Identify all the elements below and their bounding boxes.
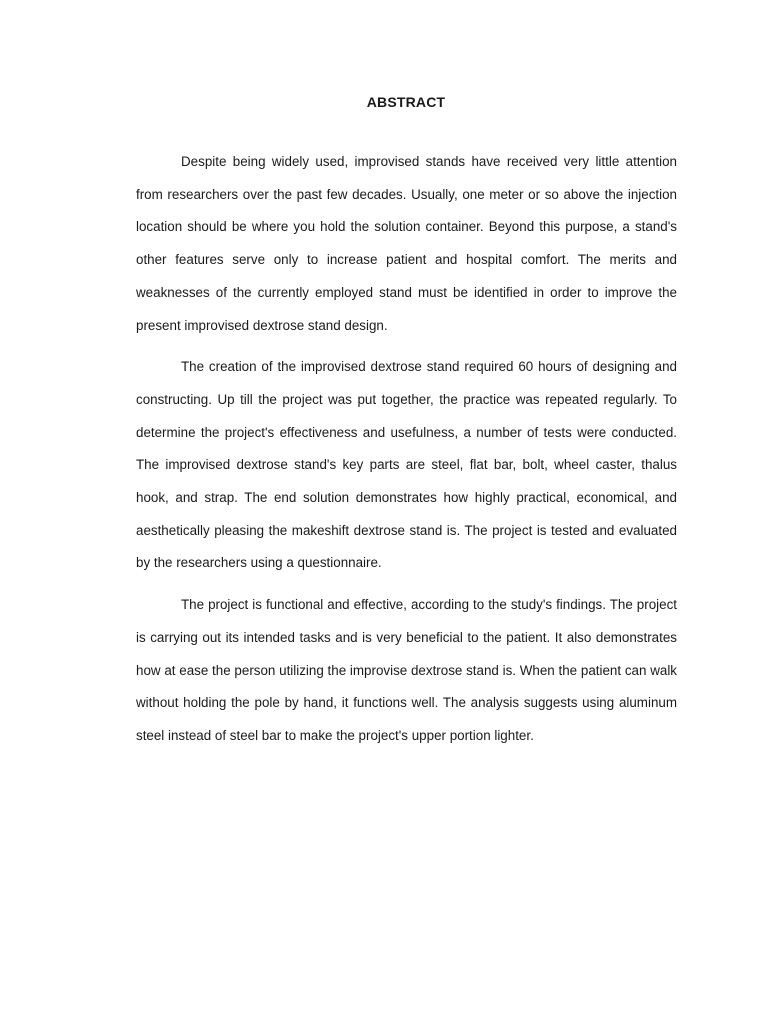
- abstract-paragraph-1: Despite being widely used, improvised stands have received very little attention from researchers over the past few decades. Usually, one meter or so above the injection location should be where you hold the solution container. Beyond this purpose, a stand's other features serve only to increase patient and hospital comfort. The merits and weaknesses of the currently employed stand must be identified in order to improve the present improvised dextrose stand design.: [136, 154, 677, 333]
- abstract-paragraph-3: The project is functional and effective, according to the study's findings. The project is carrying out its intended tasks and is very beneficial to the patient. It also demonstrates how at ease the person utilizing the improvise dextrose stand is. When the patient can walk without holding the pole by hand, it functions well. The analysis suggests using aluminum steel instead of steel bar to make the project's upper portion lighter.: [136, 597, 677, 743]
- page-title: ABSTRACT: [366, 94, 446, 110]
- abstract-paragraph-2: The creation of the improvised dextrose stand required 60 hours of designing and constructing. Up till the project was put together, the practice was repeated regularly. To determine the project's effectiveness and usefulness, a number of tests were conducted. The improvised dextrose stand's key parts are steel, flat bar, bolt, wheel caster, thalus hook, and strap. The end solution demonstrates how highly practical, economical, and aesthetically pleasing the makeshift dextrose stand is. The project is tested and evaluated by the researchers using a questionnaire.: [136, 359, 677, 571]
- abstract-body: [136, 146, 677, 753]
